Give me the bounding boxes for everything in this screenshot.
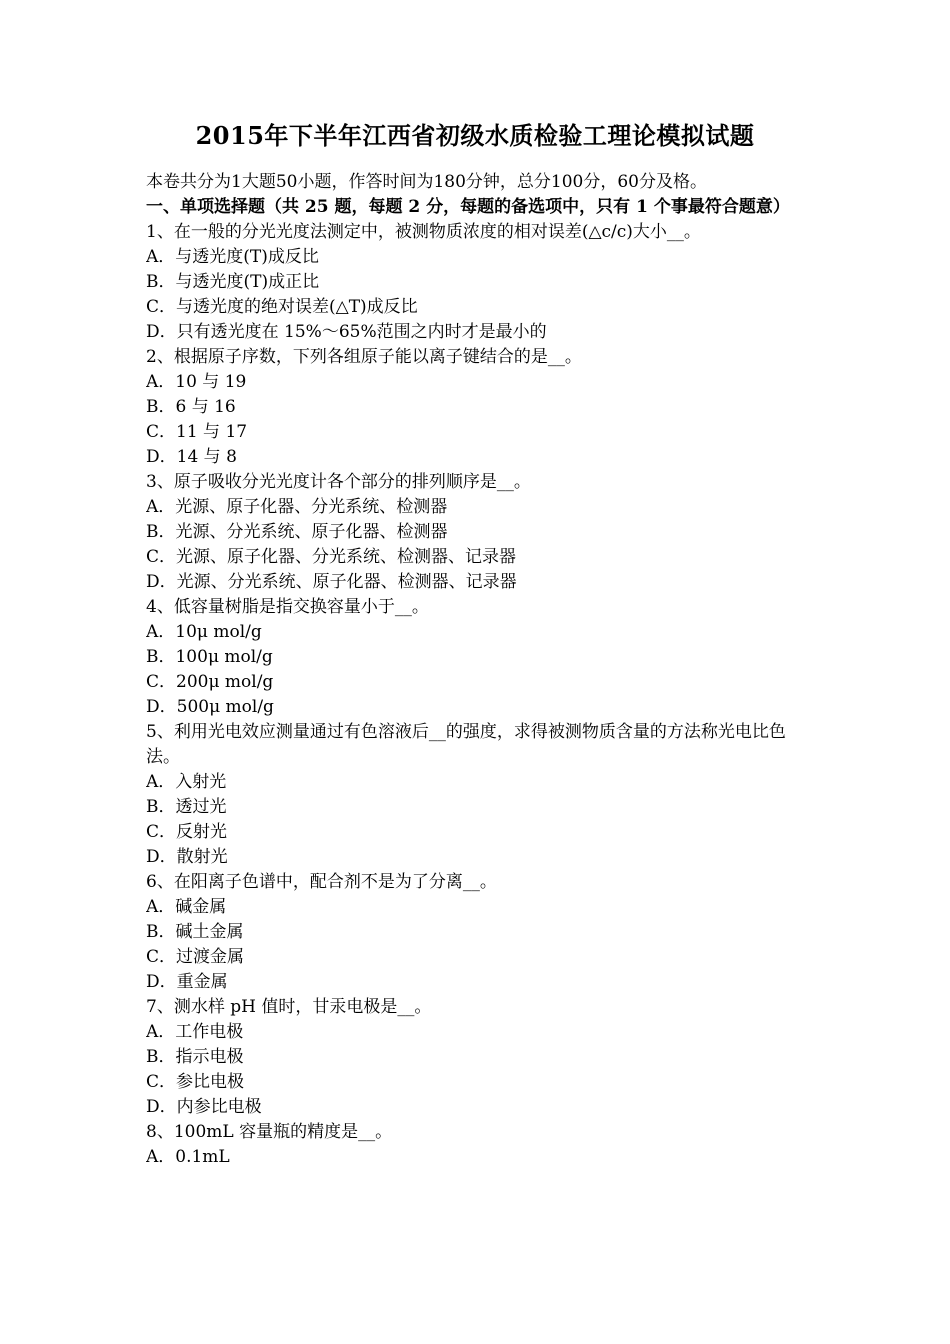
answer-option: C．参比电极 [146, 1072, 245, 1092]
answer-option: C．反射光 [146, 822, 228, 842]
answer-option: D．重金属 [146, 972, 228, 992]
question-block [146, 345, 816, 470]
answer-option: B．100μ mol/g [146, 647, 273, 667]
question-stem: 4、低容量树脂是指交换容量小于__。 [146, 597, 429, 617]
answer-option: A．10 与 19 [146, 372, 247, 392]
answer-option: A．入射光 [146, 772, 227, 792]
question-block [146, 870, 816, 995]
answer-option: A．光源、原子化器、分光系统、检测器 [146, 497, 448, 517]
question-block [146, 995, 816, 1120]
answer-option: A．0.1mL [146, 1147, 230, 1167]
answer-option: C．200μ mol/g [146, 672, 274, 692]
answer-option: A．工作电极 [146, 1022, 244, 1042]
answer-option: C．与透光度的绝对误差(△T)成反比 [146, 297, 418, 317]
exam-intro: 本卷共分为1大题50小题，作答时间为180分钟，总分100分，60分及格。 [146, 172, 707, 192]
question-stem: 6、在阳离子色谱中，配合剂不是为了分离__。 [146, 872, 497, 892]
question-block [146, 720, 816, 870]
answer-option: A．与透光度(T)成反比 [146, 247, 319, 267]
answer-option: C．11 与 17 [146, 422, 248, 442]
answer-option: D．只有透光度在 15%～65%范围之内时才是最小的 [146, 322, 547, 342]
answer-option: B．碱土金属 [146, 922, 244, 942]
section-heading: 一、单项选择题（共 25 题，每题 2 分，每题的备选项中，只有 1 个事最符合题意） [146, 197, 790, 217]
question-stem: 3、原子吸收分光光度计各个部分的排列顺序是__。 [146, 472, 531, 492]
answer-option: B．指示电极 [146, 1047, 244, 1067]
answer-option: D．14 与 8 [146, 447, 237, 467]
answer-option: D．散射光 [146, 847, 228, 867]
answer-option: D．内参比电极 [146, 1097, 262, 1117]
question-stem: 2、根据原子序数，下列各组原子能以离子键结合的是__。 [146, 347, 582, 367]
answer-option: B．与透光度(T)成正比 [146, 272, 320, 292]
question-block [146, 220, 816, 345]
answer-option: B．透过光 [146, 797, 227, 817]
answer-option: C．过渡金属 [146, 947, 245, 967]
question-stem: 1、在一般的分光光度法测定中，被测物质浓度的相对误差(△c/c)大小__。 [146, 222, 701, 242]
answer-option: B．光源、分光系统、原子化器、检测器 [146, 522, 448, 542]
question-stem: 8、100mL 容量瓶的精度是__。 [146, 1122, 393, 1142]
answer-option: C．光源、原子化器、分光系统、检测器、记录器 [146, 547, 517, 567]
answer-option: A．碱金属 [146, 897, 227, 917]
answer-option: A．10μ mol/g [146, 622, 262, 642]
answer-option: D．光源、分光系统、原子化器、检测器、记录器 [146, 572, 517, 592]
document-title: 2015年下半年江西省初级水质检验工理论模拟试题 [195, 121, 755, 150]
question-stem: 7、测水样 pH 值时，甘汞电极是__。 [146, 997, 432, 1017]
answer-option: D．500μ mol/g [146, 697, 274, 717]
question-block [146, 1120, 816, 1170]
answer-option: B．6 与 16 [146, 397, 236, 417]
document-body [146, 170, 816, 1170]
question-block [146, 595, 816, 720]
question-stem: 5、利用光电效应测量通过有色溶液后__的强度，求得被测物质含量的方法称光电比色法。 [146, 722, 786, 767]
question-block [146, 470, 816, 595]
